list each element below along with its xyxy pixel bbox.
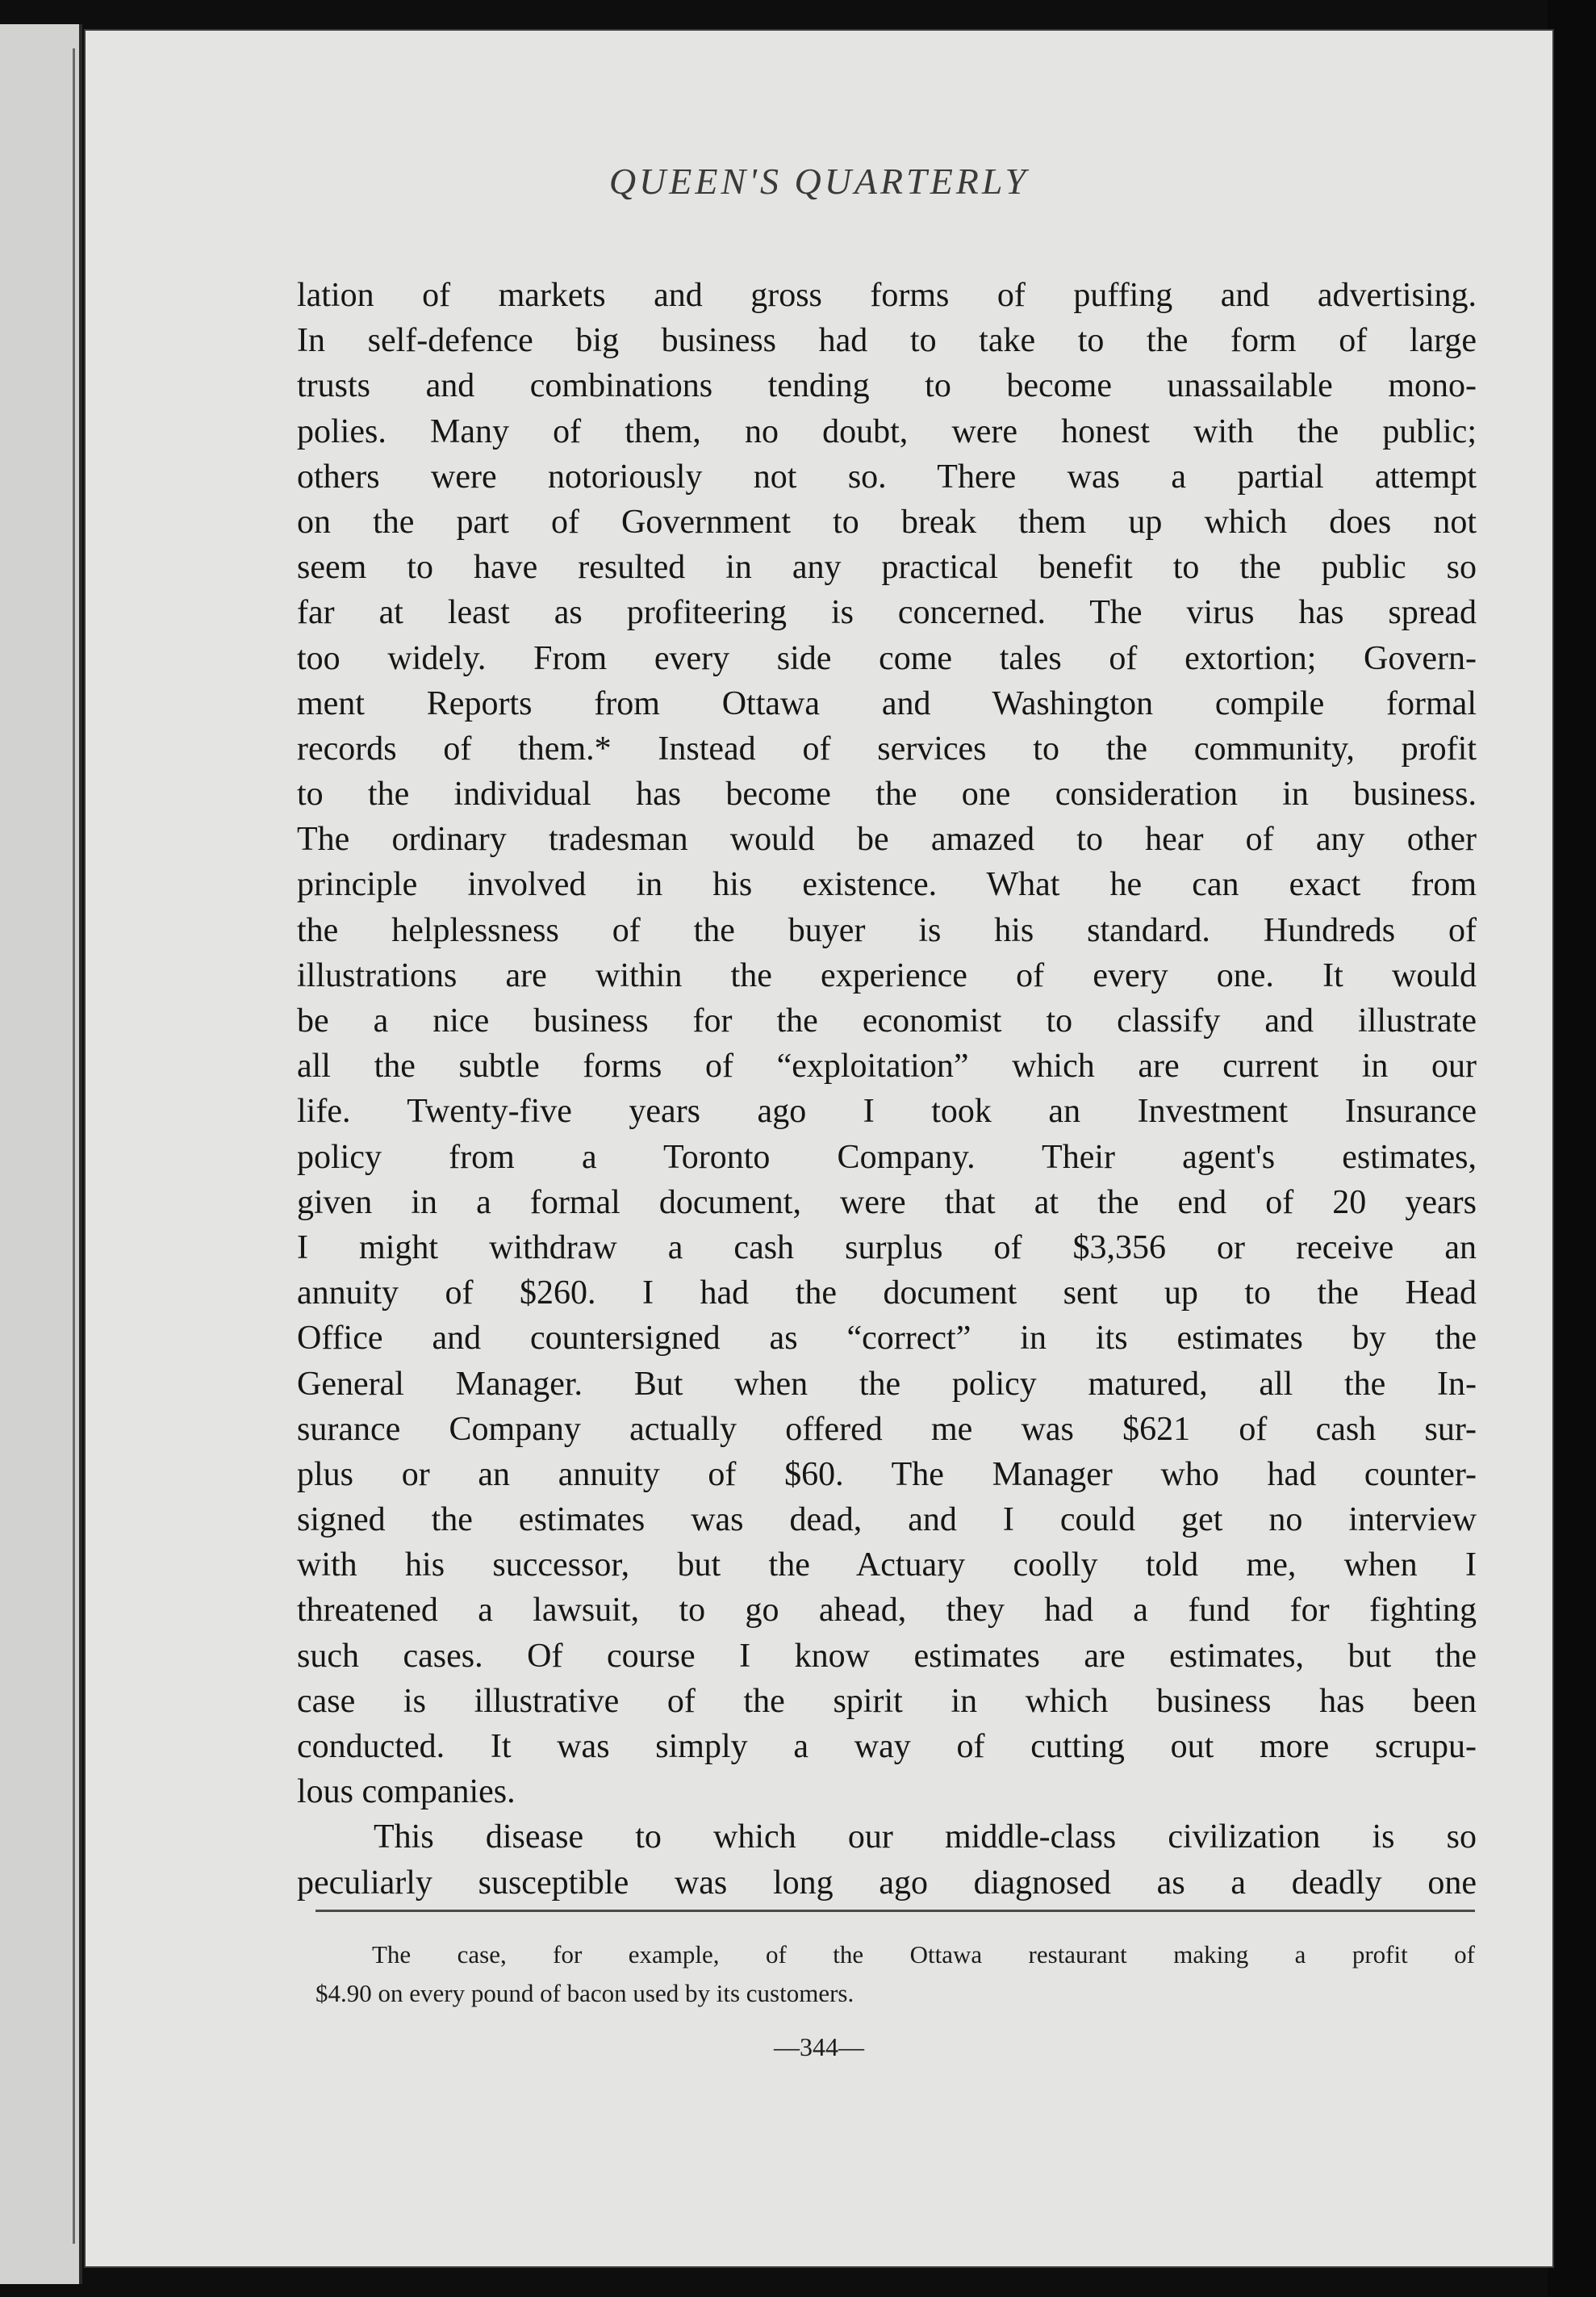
body-line: on the part of Government to break them up which does not [297, 503, 1477, 541]
body-line: polies. Many of them, no doubt, were honest with the public; [297, 412, 1477, 450]
body-line: too widely. From every side come tales of extortion; Govern- [297, 639, 1477, 677]
body-line: threatened a lawsuit, to go ahead, they had a fund for fighting [297, 1592, 1477, 1630]
body-line: others were notoriously not so. There was a partial attempt [297, 458, 1477, 496]
facing-page-edge [0, 24, 82, 2284]
body-line: Office and countersigned as “correct” in its estimates by the [297, 1320, 1477, 1358]
body-line: seem to have resulted in any practical benefit to the public so [297, 549, 1477, 587]
body-line: be a nice business for the economist to classify and illustrate [297, 1002, 1477, 1040]
body-line: lous companies. [297, 1773, 516, 1811]
page-gutter-line [73, 48, 75, 2244]
body-line: illustrations are within the experience of every one. It would [297, 956, 1477, 994]
footnote-rule [315, 1910, 1475, 1912]
book-page [86, 31, 1552, 2266]
footnote [315, 1935, 1475, 2013]
body-line: policy from a Toronto Company. Their agent's estimates, [297, 1138, 1477, 1176]
body-line: to the individual has become the one consideration in business. [297, 776, 1477, 814]
body-line: annuity of $260. I had the document sent up to the Head [297, 1274, 1477, 1312]
paragraph-line: peculiarly susceptible was long ago diagnosed as a deadly one [297, 1864, 1477, 1902]
body-line: surance Company actually offered me was $621 of cash sur- [297, 1410, 1477, 1448]
body-line: with his successor, but the Actuary coolly told me, when I [297, 1546, 1477, 1584]
page-number: —344— [774, 2032, 864, 2061]
footnote-line: The case, for example, of the Ottawa restaurant making a profit of [372, 1940, 1475, 1969]
body-line: such cases. Of course I know estimates are estimates, but the [297, 1637, 1477, 1675]
running-head: QUEEN'S QUARTERLY [608, 161, 1030, 202]
body-line: case is illustrative of the spirit in which business has been [297, 1682, 1477, 1720]
body-line: lation of markets and gross forms of puffing and advertising. [297, 277, 1477, 314]
paragraph-line: This disease to which our middle-class civilization is so [374, 1818, 1477, 1856]
body-line: General Manager. But when the policy matured, all the In- [297, 1365, 1477, 1403]
body-line: records of them.* Instead of services to the community, profit [297, 730, 1477, 768]
body-line: I might withdraw a cash surplus of $3,356 or receive an [297, 1228, 1477, 1266]
body-line: life. Twenty-five years ago I took an Investment Insurance [297, 1093, 1477, 1131]
body-line: The ordinary tradesman would be amazed to hear of any other [297, 821, 1477, 859]
body-line: far at least as profiteering is concerned. The virus has spread [297, 594, 1477, 632]
body-line: principle involved in his existence. What he can exact from [297, 866, 1477, 904]
body-text [297, 273, 1477, 1906]
body-line: signed the estimates was dead, and I could get no interview [297, 1501, 1477, 1539]
body-line: conducted. It was simply a way of cutting out more scrupu- [297, 1728, 1477, 1765]
scan-background-edge [1548, 0, 1596, 2297]
body-line: given in a formal document, were that at the end of 20 years [297, 1183, 1477, 1221]
body-line: the helplessness of the buyer is his standard. Hundreds of [297, 911, 1477, 949]
body-line: ment Reports from Ottawa and Washington compile formal [297, 684, 1477, 722]
body-line: trusts and combinations tending to become unassailable mono- [297, 367, 1477, 405]
body-line: plus or an annuity of $60. The Manager who had counter- [297, 1455, 1477, 1493]
footnote-line: $4.90 on every pound of bacon used by its customers. [315, 1979, 854, 2007]
body-line: In self-defence big business had to take to the form of large [297, 322, 1477, 360]
body-line: all the subtle forms of “exploitation” which are current in our [297, 1048, 1477, 1086]
